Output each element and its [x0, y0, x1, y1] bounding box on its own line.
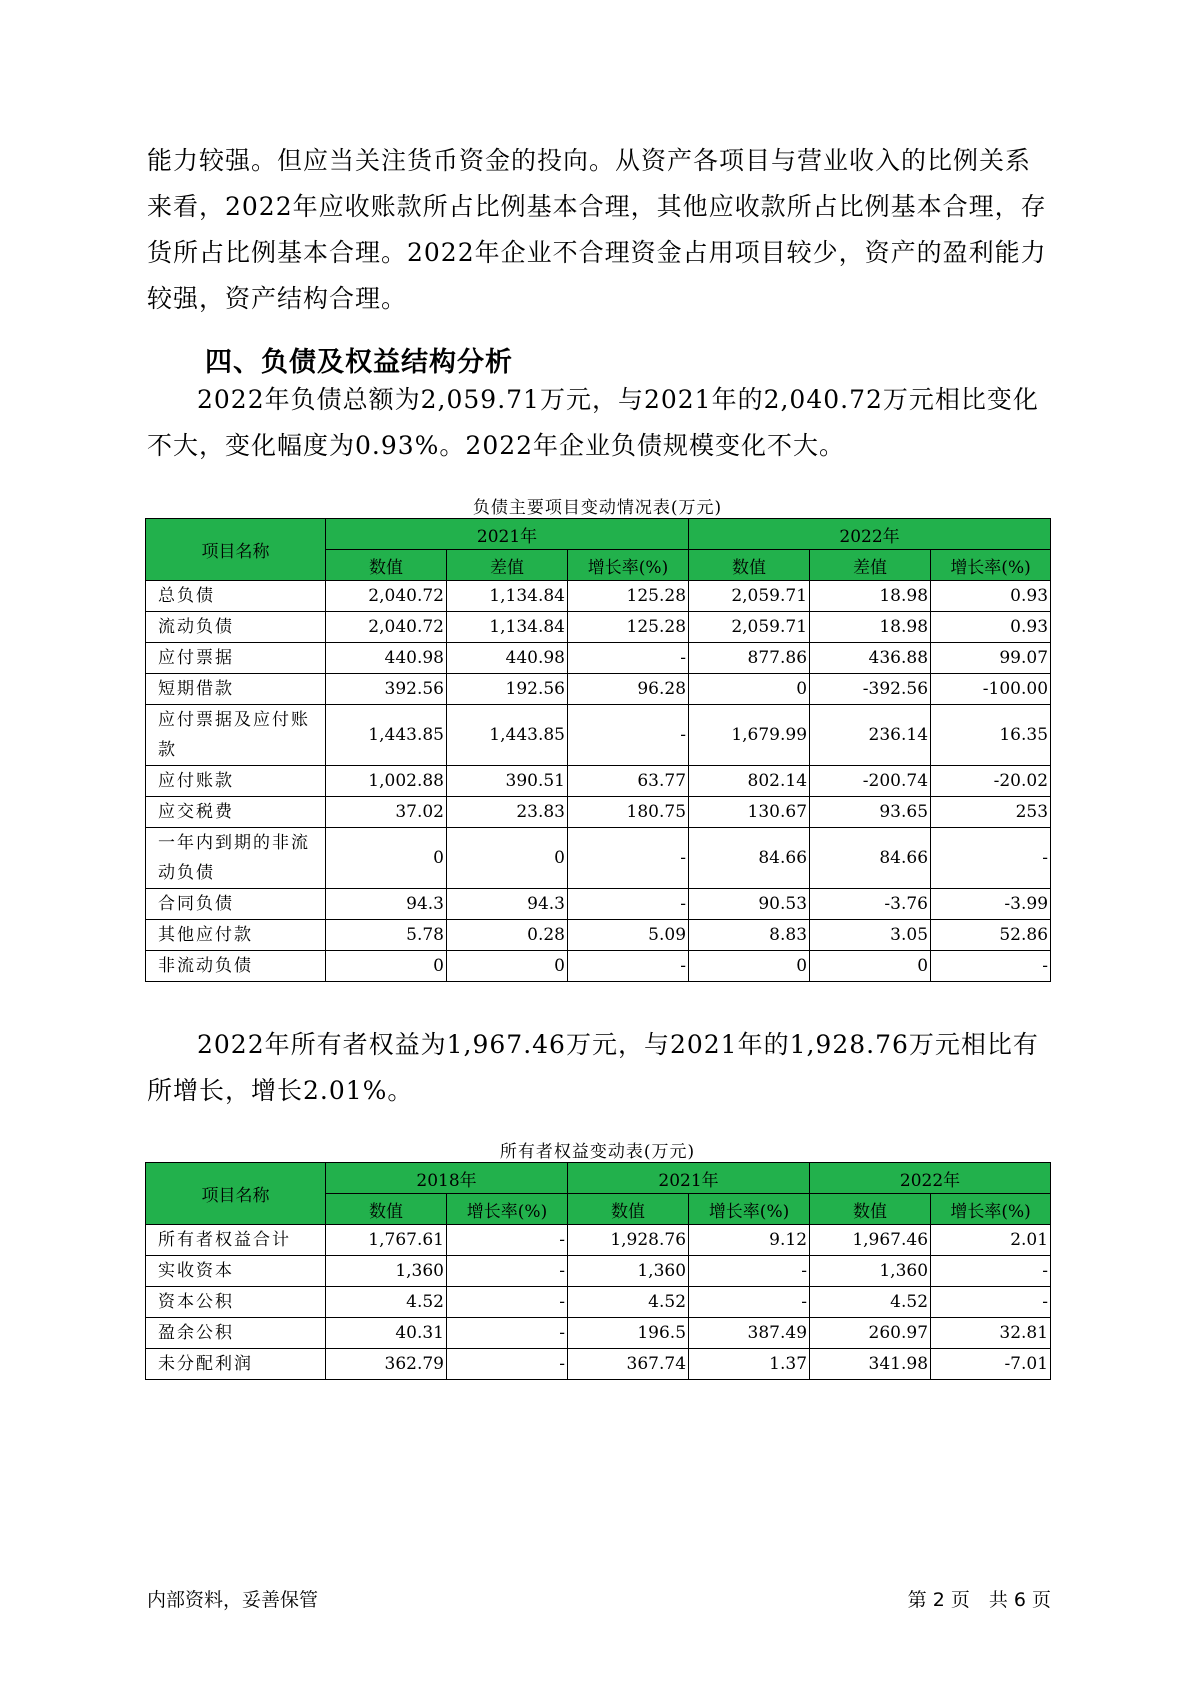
year-header-2022: 2022年: [689, 519, 1051, 550]
table-cell: 4.52: [810, 1287, 931, 1318]
subheader-growth: 增长率(%): [447, 1194, 568, 1225]
year-header-2018: 2018年: [326, 1163, 568, 1194]
table-cell: -: [447, 1256, 568, 1287]
table-row: [146, 1287, 1051, 1318]
table-cell: 0: [447, 951, 568, 982]
table-row: [146, 1256, 1051, 1287]
subheader-growth: 增长率(%): [931, 550, 1051, 581]
table-row: [146, 612, 1051, 643]
table-row: [146, 1349, 1051, 1380]
table-row: [146, 951, 1051, 982]
item-name-header: 项目名称: [146, 1163, 326, 1225]
table-cell: 0: [689, 951, 810, 982]
row-label: 应付票据: [146, 643, 326, 674]
subheader-diff: 差值: [447, 550, 568, 581]
table-cell: 180.75: [568, 797, 689, 828]
equity-paragraph: 2022年所有者权益为1,967.46万元，与2021年的1,928.76万元相比有所增长，增长2.01%。: [147, 1030, 1039, 1105]
table-cell: 9.12: [689, 1225, 810, 1256]
table-row: [146, 797, 1051, 828]
row-label: 一年内到期的非流动负债: [146, 828, 326, 889]
table-row: [146, 828, 1051, 889]
table-cell: 0.93: [931, 581, 1051, 612]
table-row: [146, 920, 1051, 951]
row-label: 资本公积: [146, 1287, 326, 1318]
subheader-diff: 差值: [810, 550, 931, 581]
table-cell: 52.86: [931, 920, 1051, 951]
table-cell: 96.28: [568, 674, 689, 705]
table-cell: 1.37: [689, 1349, 810, 1380]
table-cell: -100.00: [931, 674, 1051, 705]
table-cell: 1,134.84: [447, 612, 568, 643]
year-header-2021: 2021年: [568, 1163, 810, 1194]
subheader-growth: 增长率(%): [568, 550, 689, 581]
table-cell: 390.51: [447, 766, 568, 797]
table-cell: 5.09: [568, 920, 689, 951]
table-cell: 1,767.61: [326, 1225, 447, 1256]
table-cell: 94.3: [447, 889, 568, 920]
table-cell: -20.02: [931, 766, 1051, 797]
table-cell: 253: [931, 797, 1051, 828]
table-cell: -: [568, 828, 689, 889]
row-label: 总负债: [146, 581, 326, 612]
row-label: 应付账款: [146, 766, 326, 797]
table-cell: 40.31: [326, 1318, 447, 1349]
row-label: 应交税费: [146, 797, 326, 828]
table-row: [146, 889, 1051, 920]
table-cell: 1,360: [568, 1256, 689, 1287]
table-cell: 1,134.84: [447, 581, 568, 612]
table-cell: -: [931, 951, 1051, 982]
footer-confidential-note: 内部资料，妥善保管: [147, 1589, 319, 1611]
item-name-header: 项目名称: [146, 519, 326, 581]
section-heading: 四、负债及权益结构分析: [205, 347, 513, 378]
table-row: [146, 643, 1051, 674]
table-cell: 1,679.99: [689, 705, 810, 766]
table-cell: 4.52: [326, 1287, 447, 1318]
table-cell: 2,040.72: [326, 581, 447, 612]
subheader-value: 数值: [568, 1194, 689, 1225]
table-cell: -: [568, 705, 689, 766]
table-cell: -200.74: [810, 766, 931, 797]
subheader-value: 数值: [326, 550, 447, 581]
table-cell: -: [568, 643, 689, 674]
table-cell: -: [689, 1287, 810, 1318]
row-label: 未分配利润: [146, 1349, 326, 1380]
table-cell: -: [689, 1256, 810, 1287]
table-cell: 84.66: [689, 828, 810, 889]
subheader-value: 数值: [326, 1194, 447, 1225]
table-cell: 63.77: [568, 766, 689, 797]
table-cell: 196.5: [568, 1318, 689, 1349]
table-cell: 0: [326, 828, 447, 889]
table-cell: 392.56: [326, 674, 447, 705]
table-cell: 1,443.85: [447, 705, 568, 766]
table-cell: 436.88: [810, 643, 931, 674]
table-row: [146, 581, 1051, 612]
table-cell: 440.98: [447, 643, 568, 674]
row-label: 合同负债: [146, 889, 326, 920]
footer-page-number: 第 2 页 共 6 页: [907, 1589, 1051, 1611]
table-cell: 37.02: [326, 797, 447, 828]
table-row: [146, 766, 1051, 797]
table-cell: 90.53: [689, 889, 810, 920]
table-cell: 4.52: [568, 1287, 689, 1318]
table-cell: -: [568, 951, 689, 982]
table1-caption: 负债主要项目变动情况表(万元): [472, 498, 723, 518]
row-label: 流动负债: [146, 612, 326, 643]
row-label: 其他应付款: [146, 920, 326, 951]
row-label: 盈余公积: [146, 1318, 326, 1349]
table-cell: 18.98: [810, 581, 931, 612]
table-cell: 367.74: [568, 1349, 689, 1380]
table-cell: 2.01: [931, 1225, 1051, 1256]
table-cell: 0.28: [447, 920, 568, 951]
table-cell: 192.56: [447, 674, 568, 705]
table-cell: 1,443.85: [326, 705, 447, 766]
table-cell: 125.28: [568, 612, 689, 643]
table-cell: -392.56: [810, 674, 931, 705]
row-label: 短期借款: [146, 674, 326, 705]
table-row: [146, 1318, 1051, 1349]
table-cell: 387.49: [689, 1318, 810, 1349]
table-cell: 18.98: [810, 612, 931, 643]
liability-table: [145, 518, 1051, 982]
table-row: [146, 1225, 1051, 1256]
table-cell: 0: [689, 674, 810, 705]
table-cell: 2,059.71: [689, 612, 810, 643]
table-cell: -: [447, 1349, 568, 1380]
table-cell: 84.66: [810, 828, 931, 889]
table-cell: 1,967.46: [810, 1225, 931, 1256]
table-cell: -3.76: [810, 889, 931, 920]
table-cell: 260.97: [810, 1318, 931, 1349]
table-cell: 1,360: [810, 1256, 931, 1287]
table-cell: 2,040.72: [326, 612, 447, 643]
subheader-value: 数值: [810, 1194, 931, 1225]
table-cell: 0: [810, 951, 931, 982]
table-cell: 236.14: [810, 705, 931, 766]
table-cell: -: [931, 1287, 1051, 1318]
table-cell: 0: [326, 951, 447, 982]
subheader-growth: 增长率(%): [931, 1194, 1051, 1225]
table-cell: 99.07: [931, 643, 1051, 674]
table-cell: 802.14: [689, 766, 810, 797]
table-cell: 440.98: [326, 643, 447, 674]
subheader-value: 数值: [689, 550, 810, 581]
table-cell: -7.01: [931, 1349, 1051, 1380]
table2-caption: 所有者权益变动表(万元): [499, 1142, 696, 1162]
row-label: 非流动负债: [146, 951, 326, 982]
table-cell: 1,360: [326, 1256, 447, 1287]
table-cell: 0: [447, 828, 568, 889]
subheader-growth: 增长率(%): [689, 1194, 810, 1225]
row-label: 应付票据及应付账款: [146, 705, 326, 766]
table-cell: 93.65: [810, 797, 931, 828]
table-cell: 130.67: [689, 797, 810, 828]
year-header-2022: 2022年: [810, 1163, 1051, 1194]
table-cell: -: [931, 828, 1051, 889]
row-label: 实收资本: [146, 1256, 326, 1287]
table-cell: 0.93: [931, 612, 1051, 643]
table-cell: 362.79: [326, 1349, 447, 1380]
table-cell: 125.28: [568, 581, 689, 612]
continued-paragraph: 能力较强。但应当关注货币资金的投向。从资产各项目与营业收入的比例关系来看，2022年应收账款所占比例基本合理，其他应收款所占比例基本合理，存货所占比例基本合理。2022年企业不合理资金占用项目较少，资产的盈利能力较强，资产结构合理。: [147, 146, 1047, 313]
table-cell: -: [447, 1287, 568, 1318]
table-row: [146, 705, 1051, 766]
table-row: [146, 674, 1051, 705]
table-cell: 32.81: [931, 1318, 1051, 1349]
table-cell: 3.05: [810, 920, 931, 951]
table-cell: 8.83: [689, 920, 810, 951]
table-cell: 23.83: [447, 797, 568, 828]
table-cell: 2,059.71: [689, 581, 810, 612]
table-cell: 341.98: [810, 1349, 931, 1380]
table-cell: -: [568, 889, 689, 920]
table-cell: -: [931, 1256, 1051, 1287]
row-label: 所有者权益合计: [146, 1225, 326, 1256]
table-cell: 5.78: [326, 920, 447, 951]
table-cell: 1,002.88: [326, 766, 447, 797]
table-cell: -: [447, 1318, 568, 1349]
liability-paragraph: 2022年负债总额为2,059.71万元，与2021年的2,040.72万元相比变化不大，变化幅度为0.93%。2022年企业负债规模变化不大。: [147, 385, 1039, 460]
table-cell: 94.3: [326, 889, 447, 920]
table-cell: -3.99: [931, 889, 1051, 920]
table-cell: 877.86: [689, 643, 810, 674]
table-cell: 1,928.76: [568, 1225, 689, 1256]
table-cell: 16.35: [931, 705, 1051, 766]
equity-table: [145, 1162, 1051, 1380]
table-cell: -: [447, 1225, 568, 1256]
year-header-2021: 2021年: [326, 519, 689, 550]
